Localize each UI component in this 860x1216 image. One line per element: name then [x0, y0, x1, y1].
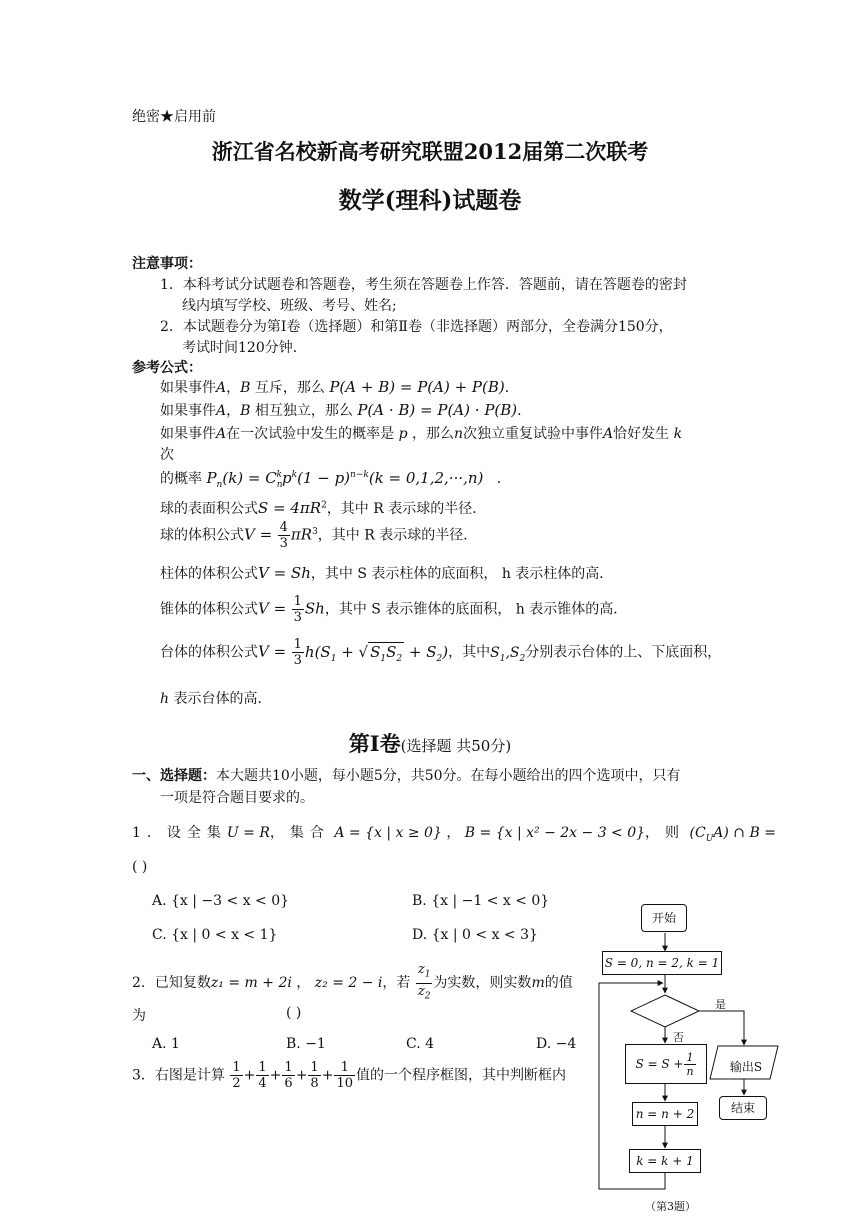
flowchart-k-step: k = k + 1: [629, 1149, 701, 1173]
flowchart-no-label: 否: [673, 1031, 684, 1044]
question-3-stem: 3．右图是计算 $\frac{1}{2}$ + $\frac{1}{4}$ + $\frac{1}{6}$ + $\frac{1}{8}$ + $\frac{1}{10}$ 值的一个程序框图，其中判断框内: [132, 1060, 566, 1091]
formula-frustum-volume: 台体的体积公式V = $\frac{1}{3}$ $h(S_1$ + √ $S_1S_2 + S_2$)，其中$S_1,S_2$分别表示台体的上、下底面积，: [160, 637, 722, 668]
formula-binomial-line3: 的概率 $P_n(k) = C_n^kp^k(1 - p)^{n-k}(k = 0,1,2,\cdot\cdot\cdot,n)$ ．: [160, 469, 511, 490]
question-1-option-a: A. {x | −3 < x < 0}: [152, 893, 290, 909]
question-1-option-c: C. {x | 0 < x < 1}: [152, 927, 278, 943]
notice-heading: 注意事项：: [132, 256, 202, 272]
question-2-option-d: D. −4: [536, 1036, 577, 1052]
formula-sphere-volume: 球的体积公式V = $\frac{4}{3}$ $\pi R^3$，其中 R 表示球的半径．: [160, 520, 478, 551]
notice-item-2b: 考试时间120分钟．: [182, 340, 307, 356]
flowchart-init: S = 0, n = 2, k = 1: [602, 951, 722, 975]
question-1-option-b: B. {x | −1 < x < 0}: [412, 893, 550, 909]
question-2-line2: 为: [132, 1008, 146, 1024]
question-2-option-b: B. −1: [286, 1036, 326, 1052]
question-2-paren: ( ): [286, 1005, 302, 1021]
question-2-option-c: C. 4: [406, 1036, 435, 1052]
flowchart-assign: S = S + $\frac{1}{n}$: [625, 1044, 707, 1084]
section-intro-line2: 一项是符合题目要求的。: [160, 790, 314, 806]
question-1-paren: ( ): [132, 859, 148, 875]
document-title: 浙江省名校新高考研究联盟2012届第二次联考: [211, 139, 649, 164]
flowchart-start: 开始: [641, 904, 687, 932]
notice-item-1b: 线内填写学校、班级、考号、姓名;: [182, 298, 397, 314]
flowchart-output: 输出S: [729, 1060, 763, 1074]
formula-binomial-line2: 次: [160, 447, 174, 463]
flowchart-caption: （第3题）: [645, 1200, 696, 1213]
flowchart-end: 结束: [719, 1096, 767, 1120]
notice-item-1a: 1．本科考试分试题卷和答题卷，考生须在答题卷上作答．答题前，请在答题卷的密封: [160, 277, 687, 293]
formula-binomial-line1: 如果事件A在一次试验中发生的概率是 p ，那么n次独立重复试验中事件A恰好发生 k: [160, 426, 683, 442]
formula-pyramid-volume: 锥体的体积公式V = $\frac{1}{3}$ Sh，其中 S 表示锥体的底面积， h 表示锥体的高．: [160, 594, 628, 625]
document-subtitle: 数学(理科)试题卷: [338, 187, 522, 214]
section-intro-line1: 一、选择题：本大题共10小题，每小题5分，共50分。在每小题给出的四个选项中，只有: [132, 768, 681, 784]
question-1-stem: 1．设全集U = R，集合 A = {x | x ≥ 0} ， B = {x | x² − 2x − 3 < 0}，则 $(C_UA)$ ∩ B =: [132, 825, 776, 844]
formula-mutually-exclusive: 如果事件A，B 互斥，那么 P(A + B) = P(A) + P(B)．: [160, 378, 519, 396]
secret-label: 绝密★启用前: [132, 109, 216, 125]
formula-frustum-height: h 表示台体的高．: [160, 691, 272, 707]
question-2-stem: 2．已知复数z₁ = m + 2i ， z₂ = 2 − i，若 $\frac{z_1}{z_2}$ 为实数，则实数m的值: [132, 962, 573, 1002]
question-2-option-a: A. 1: [152, 1036, 180, 1052]
section-title: 第Ⅰ卷(选择题 共50分): [348, 731, 512, 756]
flowchart-n-step: n = n + 2: [632, 1102, 698, 1126]
question-1-option-d: D. {x | 0 < x < 3}: [412, 927, 538, 943]
flowchart-yes-label: 是: [715, 998, 726, 1011]
formula-prism-volume: 柱体的体积公式V = Sh，其中 S 表示柱体的底面积， h 表示柱体的高．: [160, 564, 614, 582]
formula-independent: 如果事件A，B 相互独立，那么 P(A · B) = P(A) · P(B)．: [160, 401, 532, 419]
formulas-heading: 参考公式：: [132, 360, 202, 376]
notice-item-2a: 2．本试题卷分为第Ⅰ卷（选择题）和第Ⅱ卷（非选择题）两部分，全卷满分150分，: [160, 319, 673, 335]
decision-diamond: [631, 995, 699, 1027]
formula-sphere-area: 球的表面积公式$S = 4\pi R^2$，其中 R 表示球的半径．: [160, 499, 487, 517]
